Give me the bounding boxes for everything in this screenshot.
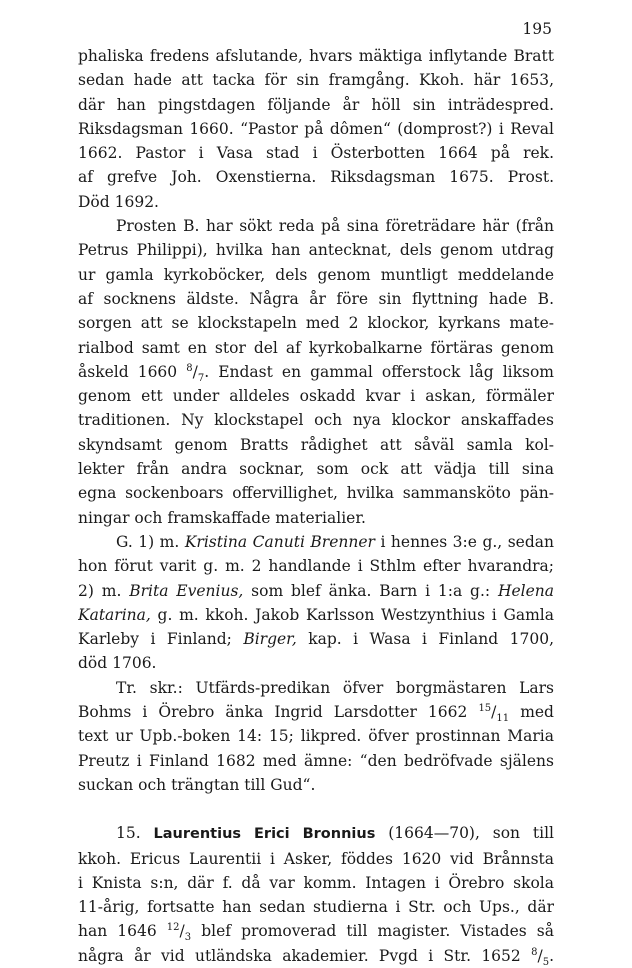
line-text: lekter från andra socknar, som ock att vädja till sina xyxy=(78,460,554,479)
line-text: Riksdagsman 1660. “Pastor på dômen“ (domprost?) i Reval xyxy=(78,119,554,138)
text-line xyxy=(78,214,554,238)
text-line xyxy=(78,481,554,505)
line-text-cont: i hennes 3:e g., sedan xyxy=(374,532,554,551)
line-text: egna sockenboars offervillighet, hvilka sammansköto pän- xyxy=(78,484,554,503)
text-line xyxy=(78,919,554,943)
text-line xyxy=(78,141,554,165)
text-line xyxy=(78,895,554,919)
text-line xyxy=(78,773,554,797)
text-line xyxy=(78,871,554,895)
line-text: han 1646 xyxy=(78,922,167,941)
line-text-cont: . Endast en gammal offerstock låg liksom xyxy=(204,362,554,381)
fraction-slash: / xyxy=(491,703,497,722)
line-text: åskeld 1660 xyxy=(78,362,187,381)
text-line xyxy=(78,724,554,748)
fraction-numerator: 12 xyxy=(166,922,180,934)
text-line xyxy=(78,700,554,724)
text-line xyxy=(78,627,554,651)
text-line xyxy=(78,190,554,214)
line-text: sorgen att se klockstapeln med 2 klockor, kyrkans mate- xyxy=(78,314,554,333)
text-line xyxy=(78,506,554,530)
text-line xyxy=(78,749,554,773)
line-text: ningar och framskaffade materialier. xyxy=(78,508,366,527)
line-text-cont: med xyxy=(509,703,554,722)
fraction-denominator: 5 xyxy=(542,956,550,968)
text-line xyxy=(78,360,554,384)
text-line xyxy=(78,336,554,360)
line-text: rialbod samt en stor del af kyrkobalkarne förtäras genom xyxy=(78,338,554,357)
italic-name: Brita Evenius, xyxy=(129,581,244,600)
text-line xyxy=(78,68,554,92)
line-text: af socknens äldste. Några år före sin flyttning hade B. xyxy=(78,289,554,308)
line-text: af grefve Joh. Oxenstierna. Riksdagsman 1675. Prost. xyxy=(78,168,554,187)
line-text-cont: g. m. kkoh. Jakob Karlsson Westzynthius i Gamla xyxy=(150,605,554,624)
line-text: G. 1) m. xyxy=(116,532,185,551)
text-line xyxy=(78,44,554,68)
text-line xyxy=(78,603,554,627)
line-text-cont: blef promoverad till magister. Vistades så xyxy=(191,922,554,941)
line-text: kkoh. Ericus Laurentii i Asker, föddes 1620 vid Brånnsta xyxy=(78,849,554,868)
line-text: 11-årig, fortsatte han sedan studierna i Str. och Ups., där xyxy=(78,898,554,917)
line-text: genom ett under alldeles oskadd kvar i askan, förmäler xyxy=(78,387,554,406)
line-text: Petrus Philippi), hvilka han antecknat, dels genom utdrag xyxy=(78,241,554,260)
fraction-slash: / xyxy=(537,946,543,965)
line-text: Tr. skr.: Utfärds-predikan öfver borgmästaren Lars xyxy=(116,678,554,697)
line-text-cont: som blef änka. Barn i 1:a g.: xyxy=(243,581,498,600)
line-text: 2) m. xyxy=(78,581,130,600)
line-text-cont: kap. i Wasa i Finland 1700, xyxy=(296,630,554,649)
text-line xyxy=(78,847,554,871)
fraction-denominator: 11 xyxy=(496,713,510,725)
text-line xyxy=(78,676,554,700)
text-line xyxy=(78,117,554,141)
line-text: Karleby i Finland; xyxy=(78,630,244,649)
fraction-numerator: 15 xyxy=(478,702,492,714)
line-text: traditionen. Ny klockstapel och nya klockor anskaffades xyxy=(78,411,554,430)
line-text: Preutz i Finland 1682 med ämne: “den bedröfvade själens xyxy=(78,751,554,770)
line-text: skyndsamt genom Bratts rådighet att såväl samla kol- xyxy=(78,435,554,454)
text-line xyxy=(78,651,554,675)
text-line xyxy=(78,93,554,117)
fraction-denominator: 7 xyxy=(197,372,205,384)
line-text: 15. xyxy=(116,824,154,843)
text-line xyxy=(78,530,554,554)
section-gap xyxy=(78,797,554,821)
text-line xyxy=(78,554,554,578)
text-line xyxy=(78,311,554,335)
text-line xyxy=(78,408,554,432)
text-line xyxy=(78,238,554,262)
fraction-numerator: 8 xyxy=(186,362,193,374)
text-line xyxy=(78,165,554,189)
line-text: Död 1692. xyxy=(78,192,159,211)
line-text: Prosten B. har sökt reda på sina företrädare här (från xyxy=(116,217,554,236)
italic-name: Katarina, xyxy=(78,605,151,624)
italic-name: Helena xyxy=(497,581,554,600)
text-line xyxy=(78,457,554,481)
fraction-denominator: 3 xyxy=(184,932,192,944)
line-text: död 1706. xyxy=(78,654,157,673)
text-line xyxy=(78,944,554,968)
line-text: phaliska fredens afslutande, hvars mäktiga inflytande Bratt xyxy=(78,47,554,65)
text-line xyxy=(78,263,554,287)
text-body xyxy=(78,44,554,968)
line-text-cont: . xyxy=(549,946,554,965)
line-text: ur gamla kyrkoböcker, dels genom muntligt meddelande xyxy=(78,265,554,284)
text-line xyxy=(78,287,554,311)
fraction-numerator: 8 xyxy=(531,946,538,958)
line-text: sedan hade att tacka för sin framgång. Kkoh. här 1653, xyxy=(78,71,554,90)
line-text: hon förut varit g. m. 2 handlande i Sthlm efter hvarandra; xyxy=(78,557,554,576)
text-line xyxy=(78,433,554,457)
italic-name: Kristina Canuti Brenner xyxy=(184,532,375,551)
line-text: 1662. Pastor i Vasa stad i Österbotten 1664 på rek. xyxy=(78,144,554,163)
line-text: i Knista s:n, där f. då var komm. Intagen i Örebro skola xyxy=(78,873,554,892)
text-line xyxy=(78,384,554,408)
italic-name: Birger, xyxy=(243,630,297,649)
line-text: där han pingstdagen följande år höll sin inträdespred. xyxy=(78,95,554,114)
page-number: 195 xyxy=(522,20,552,38)
text-line xyxy=(78,579,554,603)
text-line xyxy=(78,821,554,846)
fraction-slash: / xyxy=(179,922,185,941)
line-text: Bohms i Örebro änka Ingrid Larsdotter 1662 xyxy=(78,703,479,722)
fraction-slash: / xyxy=(192,362,198,381)
entry-heading-name: Laurentius Erici Bronnius xyxy=(153,826,376,843)
line-text: text ur Upb.-boken 14: 15; likpred. öfver prostinnan Maria xyxy=(78,727,554,746)
line-text: suckan och trängtan till Gud“. xyxy=(78,775,316,794)
line-text: några år vid utländska akademier. Pvgd i Str. 1652 xyxy=(78,946,532,965)
line-text-cont: (1664—70), son till xyxy=(375,824,554,843)
